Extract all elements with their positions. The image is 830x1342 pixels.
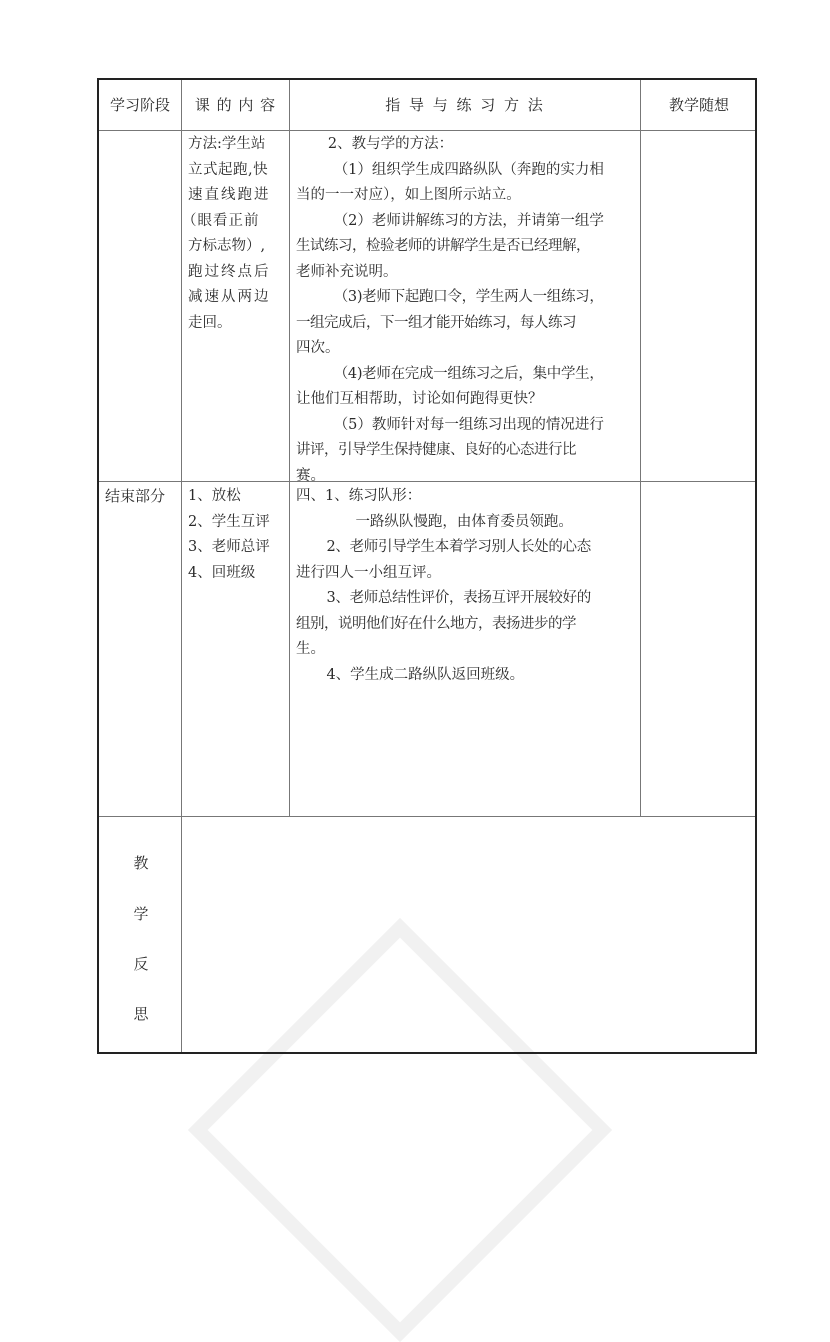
- content-line: 减速从两边: [188, 289, 271, 305]
- method-line: （3)老师下起跑口令，学生两人一组练习，: [333, 289, 604, 305]
- method-line: 老师补充说明。: [296, 263, 398, 280]
- reflection-content: [182, 817, 757, 1052]
- method-line: 4、学生成二路纵队返回班级。: [326, 666, 525, 683]
- method-line: 一路纵队慢跑，由体育委员领跑。: [355, 513, 573, 530]
- reflection-label-char: 反: [133, 955, 149, 973]
- method-line: （4)老师在完成一组练习之后，集中学生，: [333, 365, 604, 382]
- reflection-label-char: 思: [133, 1005, 149, 1023]
- method-line: （5）教师针对每一组练习出现的情况进行: [333, 416, 604, 433]
- header-content: 课 的 内 容: [194, 95, 277, 114]
- content-line: 方标志物）,: [188, 238, 266, 254]
- reflection-label-char: 教: [133, 854, 149, 872]
- method-line: 四、1、练习队形：: [296, 488, 422, 504]
- method-line: 一组完成后，下一组才能开始练习，每人练习: [296, 314, 576, 331]
- method-line: 进行四人一小组互评。: [296, 564, 441, 581]
- header-method: 指 导 与 练 习 方 法: [385, 95, 545, 114]
- method-line: 2、教与学的方法：: [327, 136, 454, 152]
- reflection-label-char: 学: [133, 905, 149, 923]
- method-line: 当的一一对应），如上图所示站立。: [296, 187, 521, 203]
- col-divider-2: [289, 80, 290, 816]
- method-line: 讲评，引导学生保持健康、良好的心态进行比: [296, 442, 576, 458]
- method-line: 3、老师总结性评价，表扬互评开展较好的: [326, 590, 591, 606]
- content-line: 3、老师总评: [188, 539, 270, 555]
- method-line: （1）组织学生成四路纵队（奔跑的实力相: [333, 161, 604, 178]
- content-line: 立式起跑,快: [188, 161, 269, 178]
- method-line: 2、老师引导学生本着学习别人长处的心态: [326, 539, 591, 555]
- lesson-plan-table: [97, 78, 757, 1054]
- method-line: 赛。: [296, 467, 325, 484]
- method-line: 组别，说明他们好在什么地方，表扬进步的学: [296, 615, 576, 632]
- col-divider-1: [181, 80, 182, 816]
- content-line: 1、放松: [188, 488, 241, 504]
- col-divider-3: [640, 80, 641, 816]
- content-line: 2、学生互评: [188, 513, 270, 530]
- method-line: 生。: [296, 641, 325, 657]
- row1-content: [182, 132, 288, 336]
- content-line: 4、回班级: [188, 564, 256, 581]
- content-line: 走回。: [188, 314, 232, 331]
- row2-method: [296, 484, 638, 688]
- method-line: 生试练习，检验老师的讲解学生是否已经理解，: [296, 238, 590, 254]
- header-stage: 学习阶段: [109, 95, 170, 114]
- content-line: 方法:学生站: [188, 136, 266, 152]
- row2-stage: 结束部分: [105, 487, 166, 505]
- content-line: 跑过终点后: [188, 263, 271, 280]
- method-line: 让他们互相帮助，讨论如何跑得更快？: [296, 391, 543, 407]
- header-notes: 教学随想: [668, 95, 729, 114]
- method-line: （2）老师讲解练习的方法，并请第一组学: [333, 212, 604, 229]
- row1-method: [296, 132, 638, 489]
- row2-content: [188, 484, 288, 586]
- content-line: （眼看正前: [182, 212, 260, 229]
- content-line: 速直线跑进: [188, 187, 271, 203]
- method-line: 四次。: [296, 340, 340, 356]
